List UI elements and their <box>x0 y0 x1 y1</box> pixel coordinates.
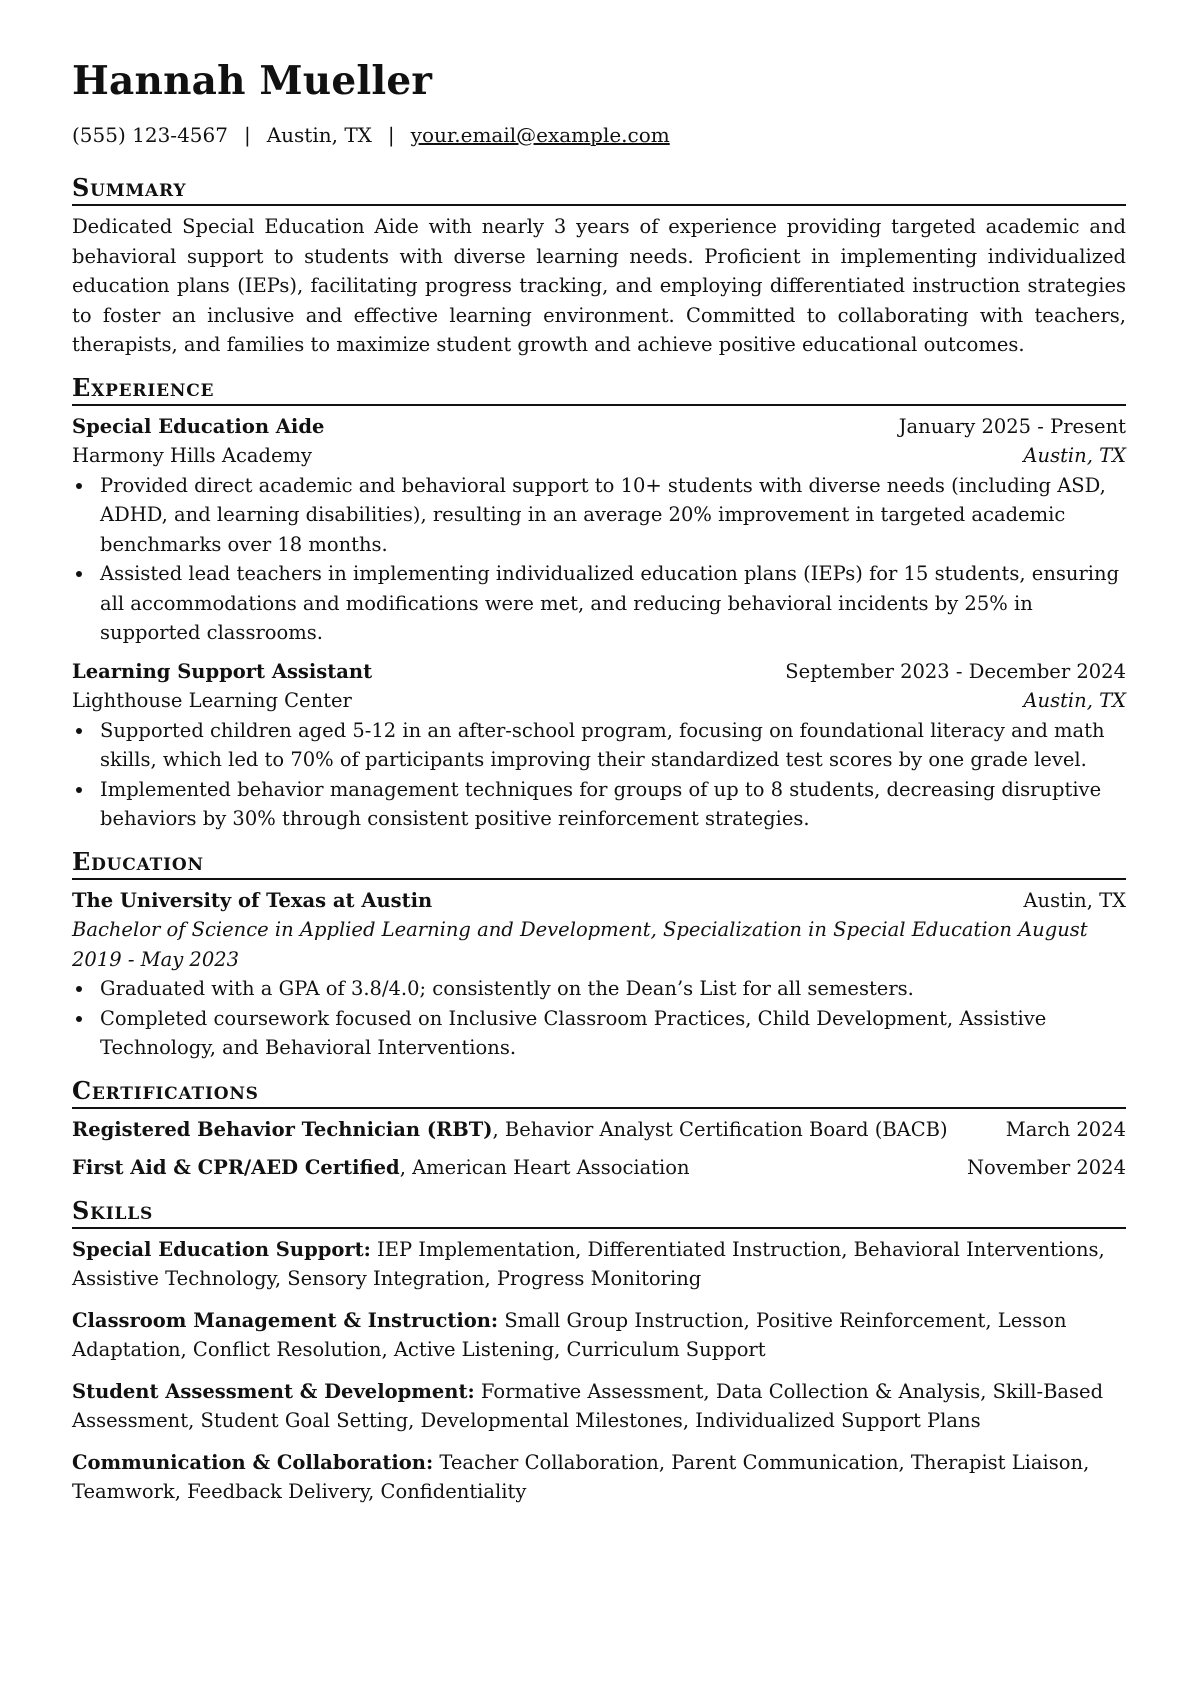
bullet-icon <box>76 483 82 489</box>
skill-group <box>72 1235 1126 1294</box>
job-subheader <box>72 441 1126 471</box>
skill-group <box>72 1306 1126 1365</box>
job-organization: Harmony Hills Academy <box>72 444 313 467</box>
education-entry <box>72 886 1126 1063</box>
certification-issuer: , Behavior Analyst Certification Board (BACB) <box>492 1117 948 1141</box>
contact-line <box>72 122 1126 148</box>
bullet-icon <box>76 571 82 577</box>
skills-list <box>72 1235 1126 1507</box>
phone-number: (555) 123-4567 <box>72 123 228 147</box>
job-dates: January 2025 - Present <box>898 414 1126 438</box>
experience-section <box>72 374 1126 834</box>
certifications-section <box>72 1077 1126 1183</box>
bullet-icon <box>76 986 82 992</box>
certification-date: November 2024 <box>966 1156 1126 1179</box>
bullet-text: Supported children aged 5-12 in an after-school program, focusing on foundational literacy and math skills, which led to 70% of participants improving their standardized test scores by one grade level. <box>100 718 1105 771</box>
list-item <box>100 559 1126 648</box>
certification-name: Registered Behavior Technician (RBT) <box>72 1117 493 1141</box>
summary-text: Dedicated Special Education Aide with nearly 3 years of experience providing targeted academic and behavioral support to students with diverse learning needs. Proficient in implementing individualized education plans (IEPs), facilitating progress tracking, and employing differentiated instruction strategies to foster an inclusive and effective learning environment. Committed to collaborating with teachers, therapists, and families to maximize student growth and achieve positive educational outcomes. <box>72 215 1126 356</box>
section-title-certifications: Certifications <box>72 1077 1126 1109</box>
job-subheader <box>72 686 1126 716</box>
skill-group <box>72 1377 1126 1436</box>
job-organization: Lighthouse Learning Center <box>72 689 352 712</box>
skill-group <box>72 1448 1126 1507</box>
resume-page <box>72 56 1126 1519</box>
school-name: The University of Texas at Austin <box>72 888 433 912</box>
education-bullets <box>72 974 1126 1063</box>
bullet-text: Completed coursework focused on Inclusive Classroom Practices, Child Development, Assistive Technology, and Behavioral Interventions. <box>100 1006 1047 1059</box>
job-entry <box>72 412 1126 648</box>
skill-group-items: Small Group Instruction, Positive Reinforcement, Lesson Adaptation, Conflict Resolution, Active Listening, Curriculum Support <box>72 1308 1067 1361</box>
bullet-icon <box>76 787 82 793</box>
job-bullets <box>72 716 1126 834</box>
certification-date: March 2024 <box>1005 1117 1126 1141</box>
bullet-text: Assisted lead teachers in implementing individualized education plans (IEPs) for 15 students, ensuring all accommodations and modifications were met, and reducing behavioral incidents by 25% in supported classrooms. <box>100 562 1120 644</box>
list-item <box>100 471 1126 560</box>
job-header <box>72 412 1126 442</box>
section-title-summary: Summary <box>72 174 1126 206</box>
bullet-icon <box>76 728 82 734</box>
certification-text <box>72 1115 948 1145</box>
education-header <box>72 886 1126 916</box>
bullet-text: Provided direct academic and behavioral support to 10+ students with diverse needs (including ASD, ADHD, and learning disabilities), resulting in an average 20% improvement in targeted academic benchmarks over 18 months. <box>100 473 1106 556</box>
section-title-skills: Skills <box>72 1197 1126 1229</box>
job-role: Special Education Aide <box>72 414 325 438</box>
certification-item <box>72 1115 1126 1145</box>
skill-group-items: Formative Assessment, Data Collection & Analysis, Skill-Based Assessment, Student Goal Setting, Developmental Milestones, Individualized Support Plans <box>72 1379 1104 1432</box>
job-location: Austin, TX <box>1023 689 1126 712</box>
bullet-text: Implemented behavior management techniques for groups of up to 8 students, decreasing disruptive behaviors by 30% through consistent positive reinforcement strategies. <box>100 777 1102 830</box>
skills-section <box>72 1197 1126 1507</box>
section-title-experience: Experience <box>72 374 1126 406</box>
location: Austin, TX <box>266 123 372 147</box>
list-item <box>100 775 1126 834</box>
skill-group-label: Classroom Management & Instruction: <box>72 1308 499 1332</box>
contact-separator: | <box>387 123 395 147</box>
skill-group-items: Teacher Collaboration, Parent Communication, Therapist Liaison, Teamwork, Feedback Delivery, Confidentiality <box>72 1450 1090 1503</box>
certification-item <box>72 1153 1126 1183</box>
skill-group-label: Special Education Support: <box>72 1237 371 1261</box>
list-item <box>100 1004 1126 1063</box>
skill-group-items: IEP Implementation, Differentiated Instruction, Behavioral Interventions, Assistive Technology, Sensory Integration, Progress Monitoring <box>72 1237 1105 1290</box>
education-section <box>72 848 1126 1063</box>
contact-separator: | <box>243 123 251 147</box>
degree-line: Bachelor of Science in Applied Learning and Development, Specialization in Special Education August 2019 - May 2023 <box>72 918 1088 971</box>
skill-group-label: Communication & Collaboration: <box>72 1450 434 1474</box>
bullet-icon <box>76 1016 82 1022</box>
job-role: Learning Support Assistant <box>72 659 373 683</box>
skill-group-label: Student Assessment & Development: <box>72 1379 475 1403</box>
job-header <box>72 657 1126 687</box>
candidate-name: Hannah Mueller <box>72 58 433 104</box>
job-dates: September 2023 - December 2024 <box>785 659 1126 683</box>
certification-name: First Aid & CPR/AED Certified <box>72 1156 400 1179</box>
list-item <box>100 974 1126 1004</box>
section-title-education: Education <box>72 848 1126 880</box>
list-item <box>100 716 1126 775</box>
job-bullets <box>72 471 1126 648</box>
certification-issuer: , American Heart Association <box>399 1156 690 1179</box>
email-link[interactable]: your.email@example.com <box>410 123 670 147</box>
summary-section <box>72 174 1126 360</box>
bullet-text: Graduated with a GPA of 3.8/4.0; consistently on the Dean’s List for all semesters. <box>100 977 914 1000</box>
certification-text <box>72 1153 690 1183</box>
job-entry <box>72 657 1126 834</box>
school-location: Austin, TX <box>1023 888 1126 912</box>
job-location: Austin, TX <box>1023 444 1126 467</box>
